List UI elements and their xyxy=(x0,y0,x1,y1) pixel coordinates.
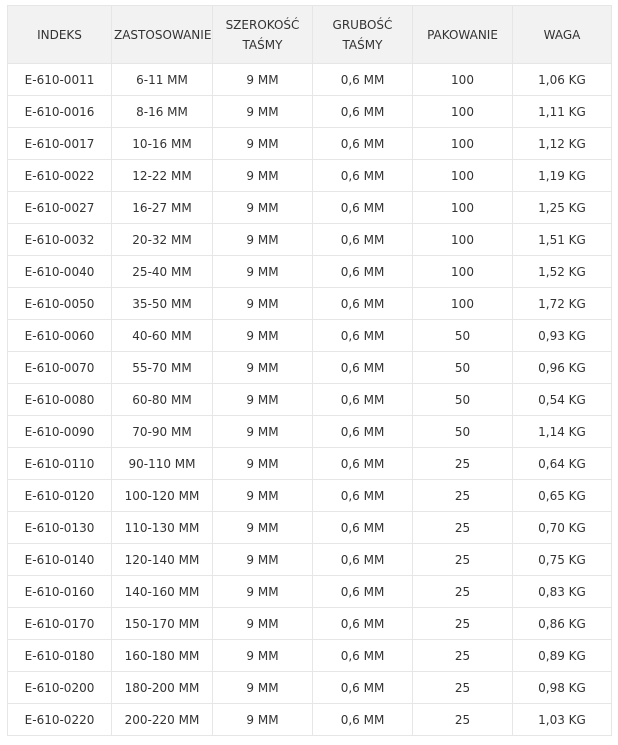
cell-indeks: E-610-0120 xyxy=(8,480,112,512)
table-row xyxy=(8,512,612,544)
cell-waga: 1,11 KG xyxy=(513,96,612,128)
cell-grubosc: 0,6 MM xyxy=(313,480,413,512)
cell-zastosowanie: 12-22 MM xyxy=(112,160,213,192)
cell-pakowanie: 25 xyxy=(413,448,513,480)
cell-waga: 0,83 KG xyxy=(513,576,612,608)
cell-szerokosc: 9 MM xyxy=(213,416,313,448)
cell-pakowanie: 100 xyxy=(413,256,513,288)
cell-pakowanie: 25 xyxy=(413,672,513,704)
cell-szerokosc: 9 MM xyxy=(213,384,313,416)
table-row xyxy=(8,320,612,352)
cell-pakowanie: 25 xyxy=(413,640,513,672)
cell-indeks: E-610-0032 xyxy=(8,224,112,256)
cell-indeks: E-610-0017 xyxy=(8,128,112,160)
header-pakowanie: PAKOWANIE xyxy=(413,6,513,64)
cell-waga: 0,65 KG xyxy=(513,480,612,512)
cell-szerokosc: 9 MM xyxy=(213,288,313,320)
cell-zastosowanie: 10-16 MM xyxy=(112,128,213,160)
cell-indeks: E-610-0180 xyxy=(8,640,112,672)
cell-grubosc: 0,6 MM xyxy=(313,256,413,288)
cell-grubosc: 0,6 MM xyxy=(313,160,413,192)
cell-waga: 0,70 KG xyxy=(513,512,612,544)
cell-zastosowanie: 100-120 MM xyxy=(112,480,213,512)
cell-grubosc: 0,6 MM xyxy=(313,384,413,416)
cell-szerokosc: 9 MM xyxy=(213,704,313,736)
cell-szerokosc: 9 MM xyxy=(213,128,313,160)
header-zastosowanie: ZASTOSOWANIE xyxy=(112,6,213,64)
cell-indeks: E-610-0016 xyxy=(8,96,112,128)
cell-zastosowanie: 120-140 MM xyxy=(112,544,213,576)
cell-waga: 1,12 KG xyxy=(513,128,612,160)
cell-zastosowanie: 140-160 MM xyxy=(112,576,213,608)
cell-grubosc: 0,6 MM xyxy=(313,448,413,480)
cell-pakowanie: 25 xyxy=(413,480,513,512)
cell-waga: 0,89 KG xyxy=(513,640,612,672)
cell-pakowanie: 100 xyxy=(413,128,513,160)
table-row xyxy=(8,160,612,192)
cell-grubosc: 0,6 MM xyxy=(313,224,413,256)
cell-szerokosc: 9 MM xyxy=(213,96,313,128)
cell-indeks: E-610-0220 xyxy=(8,704,112,736)
header-waga: WAGA xyxy=(513,6,612,64)
table-row xyxy=(8,96,612,128)
table-row xyxy=(8,608,612,640)
cell-grubosc: 0,6 MM xyxy=(313,352,413,384)
table-row xyxy=(8,64,612,96)
cell-indeks: E-610-0050 xyxy=(8,288,112,320)
cell-waga: 1,25 KG xyxy=(513,192,612,224)
cell-grubosc: 0,6 MM xyxy=(313,576,413,608)
table-row xyxy=(8,640,612,672)
cell-pakowanie: 50 xyxy=(413,320,513,352)
cell-zastosowanie: 8-16 MM xyxy=(112,96,213,128)
cell-grubosc: 0,6 MM xyxy=(313,96,413,128)
cell-waga: 0,98 KG xyxy=(513,672,612,704)
cell-zastosowanie: 90-110 MM xyxy=(112,448,213,480)
cell-pakowanie: 50 xyxy=(413,416,513,448)
cell-waga: 1,72 KG xyxy=(513,288,612,320)
cell-zastosowanie: 55-70 MM xyxy=(112,352,213,384)
cell-szerokosc: 9 MM xyxy=(213,640,313,672)
cell-indeks: E-610-0011 xyxy=(8,64,112,96)
table-row xyxy=(8,480,612,512)
table-row xyxy=(8,384,612,416)
table-row xyxy=(8,192,612,224)
table-row xyxy=(8,416,612,448)
table-row xyxy=(8,128,612,160)
table-row xyxy=(8,448,612,480)
cell-waga: 0,64 KG xyxy=(513,448,612,480)
table-row xyxy=(8,704,612,736)
cell-szerokosc: 9 MM xyxy=(213,608,313,640)
cell-indeks: E-610-0110 xyxy=(8,448,112,480)
cell-szerokosc: 9 MM xyxy=(213,256,313,288)
table-row xyxy=(8,256,612,288)
table-header xyxy=(8,6,612,64)
cell-pakowanie: 100 xyxy=(413,224,513,256)
header-row xyxy=(8,6,612,64)
cell-pakowanie: 100 xyxy=(413,192,513,224)
cell-pakowanie: 25 xyxy=(413,704,513,736)
cell-zastosowanie: 150-170 MM xyxy=(112,608,213,640)
table-row xyxy=(8,352,612,384)
cell-zastosowanie: 70-90 MM xyxy=(112,416,213,448)
cell-indeks: E-610-0140 xyxy=(8,544,112,576)
table-row xyxy=(8,288,612,320)
cell-zastosowanie: 40-60 MM xyxy=(112,320,213,352)
cell-grubosc: 0,6 MM xyxy=(313,320,413,352)
cell-szerokosc: 9 MM xyxy=(213,448,313,480)
cell-indeks: E-610-0022 xyxy=(8,160,112,192)
cell-indeks: E-610-0070 xyxy=(8,352,112,384)
product-spec-table xyxy=(7,5,612,736)
header-indeks: INDEKS xyxy=(8,6,112,64)
cell-grubosc: 0,6 MM xyxy=(313,512,413,544)
cell-szerokosc: 9 MM xyxy=(213,224,313,256)
cell-zastosowanie: 200-220 MM xyxy=(112,704,213,736)
cell-indeks: E-610-0130 xyxy=(8,512,112,544)
cell-szerokosc: 9 MM xyxy=(213,576,313,608)
cell-zastosowanie: 110-130 MM xyxy=(112,512,213,544)
cell-grubosc: 0,6 MM xyxy=(313,672,413,704)
table-body xyxy=(8,64,612,736)
cell-pakowanie: 25 xyxy=(413,512,513,544)
cell-waga: 0,54 KG xyxy=(513,384,612,416)
table-row xyxy=(8,544,612,576)
cell-grubosc: 0,6 MM xyxy=(313,608,413,640)
cell-zastosowanie: 16-27 MM xyxy=(112,192,213,224)
cell-pakowanie: 25 xyxy=(413,576,513,608)
cell-grubosc: 0,6 MM xyxy=(313,416,413,448)
cell-pakowanie: 100 xyxy=(413,96,513,128)
cell-grubosc: 0,6 MM xyxy=(313,288,413,320)
cell-pakowanie: 25 xyxy=(413,544,513,576)
cell-indeks: E-610-0200 xyxy=(8,672,112,704)
cell-waga: 1,52 KG xyxy=(513,256,612,288)
cell-indeks: E-610-0160 xyxy=(8,576,112,608)
cell-pakowanie: 50 xyxy=(413,352,513,384)
cell-pakowanie: 100 xyxy=(413,160,513,192)
cell-szerokosc: 9 MM xyxy=(213,192,313,224)
cell-waga: 1,51 KG xyxy=(513,224,612,256)
cell-zastosowanie: 60-80 MM xyxy=(112,384,213,416)
cell-zastosowanie: 180-200 MM xyxy=(112,672,213,704)
cell-grubosc: 0,6 MM xyxy=(313,704,413,736)
cell-zastosowanie: 20-32 MM xyxy=(112,224,213,256)
cell-zastosowanie: 25-40 MM xyxy=(112,256,213,288)
cell-szerokosc: 9 MM xyxy=(213,512,313,544)
table-row xyxy=(8,224,612,256)
cell-pakowanie: 100 xyxy=(413,64,513,96)
cell-indeks: E-610-0080 xyxy=(8,384,112,416)
cell-waga: 1,14 KG xyxy=(513,416,612,448)
cell-szerokosc: 9 MM xyxy=(213,320,313,352)
cell-szerokosc: 9 MM xyxy=(213,64,313,96)
cell-szerokosc: 9 MM xyxy=(213,544,313,576)
cell-szerokosc: 9 MM xyxy=(213,160,313,192)
cell-indeks: E-610-0060 xyxy=(8,320,112,352)
cell-pakowanie: 100 xyxy=(413,288,513,320)
cell-indeks: E-610-0090 xyxy=(8,416,112,448)
cell-waga: 0,93 KG xyxy=(513,320,612,352)
table-row xyxy=(8,576,612,608)
cell-indeks: E-610-0040 xyxy=(8,256,112,288)
cell-szerokosc: 9 MM xyxy=(213,672,313,704)
table-row xyxy=(8,672,612,704)
cell-waga: 0,96 KG xyxy=(513,352,612,384)
cell-grubosc: 0,6 MM xyxy=(313,640,413,672)
cell-pakowanie: 50 xyxy=(413,384,513,416)
cell-szerokosc: 9 MM xyxy=(213,480,313,512)
cell-waga: 1,03 KG xyxy=(513,704,612,736)
cell-indeks: E-610-0027 xyxy=(8,192,112,224)
cell-waga: 0,75 KG xyxy=(513,544,612,576)
cell-waga: 1,06 KG xyxy=(513,64,612,96)
header-szerokosc-tasmy: SZEROKOŚĆ TAŚMY xyxy=(213,6,313,64)
cell-zastosowanie: 160-180 MM xyxy=(112,640,213,672)
cell-grubosc: 0,6 MM xyxy=(313,128,413,160)
cell-zastosowanie: 6-11 MM xyxy=(112,64,213,96)
cell-pakowanie: 25 xyxy=(413,608,513,640)
cell-waga: 1,19 KG xyxy=(513,160,612,192)
cell-indeks: E-610-0170 xyxy=(8,608,112,640)
cell-grubosc: 0,6 MM xyxy=(313,64,413,96)
cell-grubosc: 0,6 MM xyxy=(313,544,413,576)
cell-waga: 0,86 KG xyxy=(513,608,612,640)
header-grubosc-tasmy: GRUBOŚĆ TAŚMY xyxy=(313,6,413,64)
cell-grubosc: 0,6 MM xyxy=(313,192,413,224)
cell-zastosowanie: 35-50 MM xyxy=(112,288,213,320)
cell-szerokosc: 9 MM xyxy=(213,352,313,384)
